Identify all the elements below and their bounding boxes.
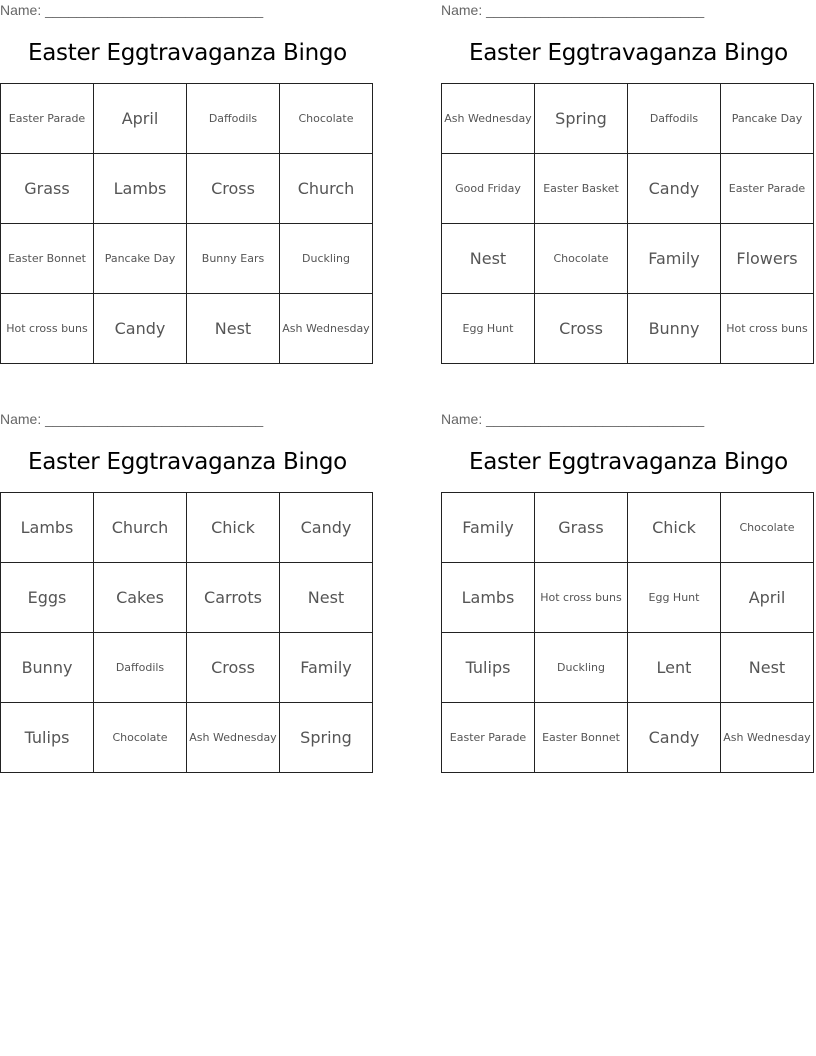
bingo-cell[interactable]: Nest — [442, 224, 535, 294]
bingo-cell[interactable]: Lambs — [94, 154, 187, 224]
grid-row — [442, 703, 814, 773]
bingo-cell[interactable]: Candy — [628, 703, 721, 773]
bingo-cell[interactable]: Bunny Ears — [187, 224, 280, 294]
bingo-cell[interactable]: Tulips — [1, 703, 94, 773]
bingo-cell[interactable]: Church — [94, 493, 187, 563]
card-title: Easter Eggtravaganza Bingo — [28, 449, 347, 475]
grid-row — [1, 633, 373, 703]
bingo-cell[interactable]: Family — [442, 493, 535, 563]
bingo-cell[interactable]: Easter Bonnet — [1, 224, 94, 294]
name-field[interactable]: Name: ____________________________ — [0, 2, 264, 18]
bingo-cell[interactable]: Hot cross buns — [1, 294, 94, 364]
bingo-cell[interactable]: Pancake Day — [94, 224, 187, 294]
bingo-cell[interactable]: Bunny — [1, 633, 94, 703]
name-field[interactable]: Name: ____________________________ — [441, 411, 705, 427]
bingo-cell[interactable]: April — [721, 563, 814, 633]
bingo-grid — [441, 492, 814, 773]
bingo-cell[interactable]: Flowers — [721, 224, 814, 294]
bingo-cell[interactable]: Chocolate — [721, 493, 814, 563]
bingo-grid — [0, 492, 373, 773]
bingo-cell[interactable]: Hot cross buns — [721, 294, 814, 364]
bingo-cell[interactable]: Hot cross buns — [535, 563, 628, 633]
bingo-cell[interactable]: Lent — [628, 633, 721, 703]
grid-row — [1, 493, 373, 563]
bingo-cell[interactable]: Chocolate — [94, 703, 187, 773]
grid-row — [442, 294, 814, 364]
bingo-cell[interactable]: Daffodils — [628, 84, 721, 154]
grid-row — [442, 563, 814, 633]
bingo-grid — [441, 83, 814, 364]
bingo-cell[interactable]: Candy — [94, 294, 187, 364]
bingo-cell[interactable]: Grass — [535, 493, 628, 563]
card-title: Easter Eggtravaganza Bingo — [469, 449, 788, 475]
bingo-cell[interactable]: April — [94, 84, 187, 154]
bingo-cell[interactable]: Family — [280, 633, 373, 703]
bingo-cell[interactable]: Pancake Day — [721, 84, 814, 154]
bingo-cell[interactable]: Good Friday — [442, 154, 535, 224]
bingo-cell[interactable]: Easter Parade — [442, 703, 535, 773]
bingo-cell[interactable]: Ash Wednesday — [442, 84, 535, 154]
grid-row — [442, 154, 814, 224]
bingo-cell[interactable]: Easter Basket — [535, 154, 628, 224]
bingo-cell[interactable]: Nest — [187, 294, 280, 364]
bingo-cell[interactable]: Duckling — [535, 633, 628, 703]
grid-row — [1, 224, 373, 294]
grid-row — [1, 84, 373, 154]
bingo-cell[interactable]: Daffodils — [187, 84, 280, 154]
grid-row — [1, 703, 373, 773]
bingo-cell[interactable]: Lambs — [442, 563, 535, 633]
bingo-cell[interactable]: Chick — [628, 493, 721, 563]
grid-row — [1, 294, 373, 364]
bingo-cell[interactable]: Family — [628, 224, 721, 294]
bingo-cell[interactable]: Candy — [280, 493, 373, 563]
bingo-cell[interactable]: Easter Bonnet — [535, 703, 628, 773]
bingo-cell[interactable]: Carrots — [187, 563, 280, 633]
bingo-cell[interactable]: Easter Parade — [721, 154, 814, 224]
bingo-cell[interactable]: Spring — [280, 703, 373, 773]
bingo-cell[interactable]: Grass — [1, 154, 94, 224]
bingo-cell[interactable]: Cross — [187, 633, 280, 703]
bingo-cell[interactable]: Chocolate — [535, 224, 628, 294]
grid-row — [442, 224, 814, 294]
bingo-cell[interactable]: Daffodils — [94, 633, 187, 703]
bingo-cell[interactable]: Eggs — [1, 563, 94, 633]
bingo-cell[interactable]: Easter Parade — [1, 84, 94, 154]
bingo-cell[interactable]: Candy — [628, 154, 721, 224]
bingo-cell[interactable]: Church — [280, 154, 373, 224]
name-field[interactable]: Name: ____________________________ — [441, 2, 705, 18]
card-title: Easter Eggtravaganza Bingo — [469, 40, 788, 66]
name-field[interactable]: Name: ____________________________ — [0, 411, 264, 427]
bingo-cell[interactable]: Chick — [187, 493, 280, 563]
grid-row — [1, 154, 373, 224]
bingo-cell[interactable]: Egg Hunt — [442, 294, 535, 364]
bingo-cell[interactable]: Spring — [535, 84, 628, 154]
grid-row — [1, 563, 373, 633]
bingo-cell[interactable]: Ash Wednesday — [187, 703, 280, 773]
grid-row — [442, 84, 814, 154]
bingo-cell[interactable]: Chocolate — [280, 84, 373, 154]
grid-row — [442, 493, 814, 563]
bingo-cell[interactable]: Nest — [721, 633, 814, 703]
card-title: Easter Eggtravaganza Bingo — [28, 40, 347, 66]
bingo-cell[interactable]: Cross — [187, 154, 280, 224]
bingo-cell[interactable]: Duckling — [280, 224, 373, 294]
bingo-cell[interactable]: Nest — [280, 563, 373, 633]
bingo-cell[interactable]: Tulips — [442, 633, 535, 703]
bingo-cell[interactable]: Bunny — [628, 294, 721, 364]
grid-row — [442, 633, 814, 703]
bingo-cell[interactable]: Lambs — [1, 493, 94, 563]
bingo-cell[interactable]: Ash Wednesday — [721, 703, 814, 773]
bingo-grid — [0, 83, 373, 364]
bingo-cell[interactable]: Cakes — [94, 563, 187, 633]
bingo-cell[interactable]: Ash Wednesday — [280, 294, 373, 364]
bingo-cell[interactable]: Egg Hunt — [628, 563, 721, 633]
bingo-cell[interactable]: Cross — [535, 294, 628, 364]
